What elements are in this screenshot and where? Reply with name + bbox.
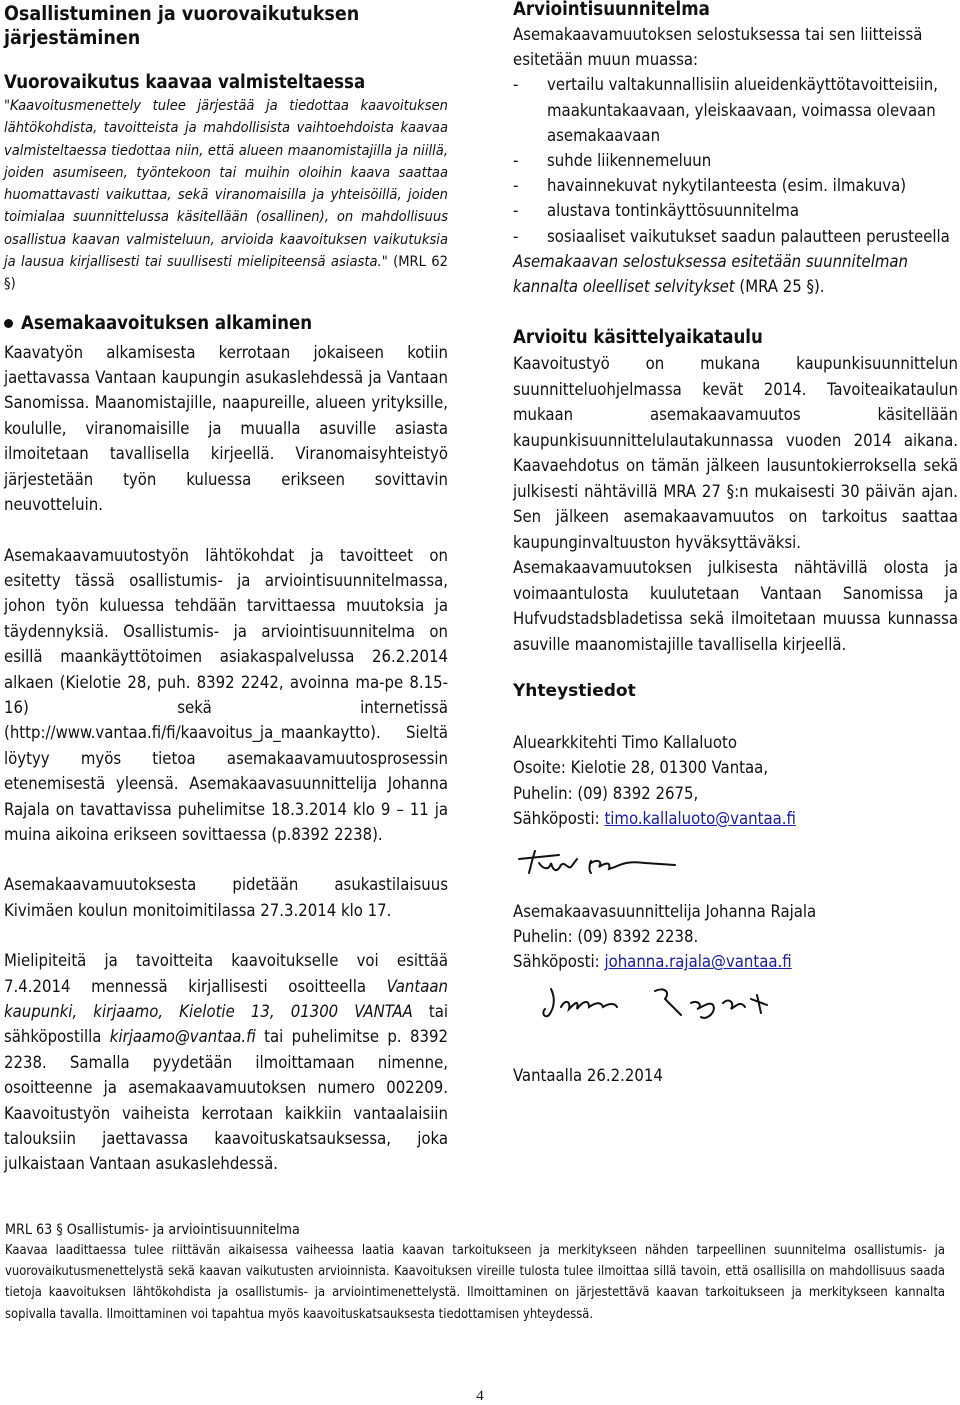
right-column [513, 0, 958, 1088]
list-item: - havainnekuvat nykytilanteesta (esim. ilmakuva) [513, 173, 958, 198]
contact-2-email-row [513, 949, 958, 974]
law-quote-ref: (MRL 62 §) [4, 253, 448, 293]
footer-heading [5, 1220, 945, 1240]
contact-2-email-label: Sähköposti: [513, 952, 605, 972]
mielipiteet-text-a: Mielipiteitä ja tavoitteita kaavoitukselle voi esittää 7.4.2014 mennessä kirjallisesti osoitteella [4, 951, 448, 996]
selvitykset-ref: (MRA 25 §). [734, 277, 825, 297]
arviointi-list [513, 72, 958, 248]
page-number: 4 [476, 1388, 484, 1404]
subheading-alkaminen [4, 312, 448, 336]
paragraph-mielipiteet [4, 948, 448, 1177]
contacts-title: Yhteystiedot [513, 681, 636, 702]
section-title: Osallistuminen ja vuorovaikutuksen järjestäminen [4, 2, 360, 49]
signature-johanna-rajala [531, 977, 851, 1027]
paragraph-lahtokohdat: Asemakaavamuutostyön lähtökohdat ja tavoitteet on esitetty tässä osallistumis- ja arviointisuunnitelmassa, johon työn kuluessa tehdään tarvittaessa muutoksia ja täydennyksiä. Osallistumis- ja arviointisuunnitelma on esillä maankäyttötoimen asiakaspalvelussa 26.2.2014 alkaen (Kielotie 28, puh. 8392 2242, avoinna ma-pe 8.15-16) sekä internetissä (http://www.vantaa.fi/fi/kaavoitus_ja_maankaytto). Sieltä löytyy myös tietoa asemakaavamuutosprosessin etenemisestä yleensä. Asemakaavasuunnittelija Johanna Rajala on tavattavissa puhelimitse 18.3.2014 klo 9 – 11 ja muina aikoina erikseen sovittaessa (p.8392 2238). [4, 545, 448, 844]
paragraph-asukastilaisuus: Asemakaavamuutoksesta pidetään asukastilaisuus Kivimäen koulun monitoimitilassa 27.3.2014 klo 17. [4, 875, 448, 920]
footer-law-note [5, 1220, 945, 1325]
footer-heading-title: Osallistumis- ja arviointisuunnitelma [66, 1222, 300, 1238]
mielipiteet-text-c: tai puhelimitse p. 8392 2238. Samalla pyydetään ilmoittamaan nimenne, osoitteenne ja asemakaavamuutoksen numero 002209. Kaavoitustyön vaiheista kerrotaan kaikkiin vantaalaisiin talouksiin jaettavassa kaavoituskatsauksessa, joka julkaistaan Vantaan asukaslehdessä. [4, 1027, 448, 1174]
contact-2-name: Asemakaavasuunnittelija Johanna Rajala [513, 902, 817, 922]
signature-timo-kallaluoto [505, 841, 705, 881]
arviointisuunnitelma-title: Arviointisuunnitelma [513, 0, 710, 20]
left-column [4, 0, 448, 1177]
bullet-icon [4, 319, 13, 328]
contact-1-name: Aluearkkitehti Timo Kallaluoto [513, 733, 737, 753]
place-date: Vantaalla 26.2.2014 [513, 1065, 663, 1085]
list-item: - vertailu valtakunnallisiin alueidenkäyttötavoitteisiin, maakuntakaavaan, yleiskaavaan, voimassa olevaan asemakaavaan [513, 72, 958, 148]
contact-2-email-link[interactable]: johanna.rajala@vantaa.fi [604, 952, 792, 972]
schedule-paragraph-1: Kaavoitustyö on mukana kaupunkisuunnittelun suunnitteluohjelmassa kevät 2014. Tavoiteaikataulun mukaan asemakaavamuutos käsitellään kaupunkisuunnittelulautakunnassa vuoden 2014 aikana. Kaavaehdotus on tämän jälkeen lausuntokierroksella sekä julkisesti nähtävillä MRA 27 §:n mukaisesti 30 päivän ajan. Sen jälkeen asemakaavamuutos on tarkoitus saattaa kaupunginvaltuuston hyväksyttäväksi. [513, 354, 958, 552]
footer-text: Kaavaa laadittaessa tulee riittävän aikaisessa vaiheessa laatia kaavan tarkoitukseen ja merkitykseen nähden tarpeellinen suunnitelma osallistumis- ja vuorovaikutusmenettelystä sekä kaavan vaikutusten arvioinnista. Kaavoituksen vireille tulosta tulee ilmoittaa sillä tavoin, että osallisilla on mahdollisuus saada tietoja kaavoituksen lähtökohdista ja osallistumis- ja arviointimenettelystä. Ilmoittaminen on järjestettävä kaavan tarkoitukseen ja merkitykseen kannalta sopivalla tavalla. Ilmoittaminen voi tapahtua myös kaavoituskatsauksesta tiedottamisen yhteydessä. [5, 1243, 945, 1322]
selvitykset-text: Asemakaavan selostuksessa esitetään suunnitelman kannalta oleelliset selvitykset [513, 251, 909, 297]
contact-2-phone: Puhelin: (09) 8392 2238. [513, 927, 699, 947]
list-item: - suhde liikennemeluun [513, 148, 958, 173]
schedule-title: Arvioitu käsittelyaikataulu [513, 327, 763, 349]
list-item: - sosiaaliset vaikutukset saadun palautteen perusteella [513, 224, 958, 249]
mielipiteet-text-b: tai sähköpostilla [4, 1002, 448, 1047]
kirjaamo-email: kirjaamo@vantaa.fi [109, 1027, 256, 1047]
selvitykset-paragraph [513, 249, 958, 299]
subheading-alkaminen-text: Asemakaavoituksen alkaminen [21, 312, 313, 334]
kirjaamo-address: Vantaan kaupunki, kirjaamo, Kielotie 13, 01300 VANTAA [4, 976, 448, 1022]
list-item: - alustava tontinkäyttösuunnitelma [513, 198, 958, 223]
schedule-paragraph-2: Asemakaavamuutoksen julkisesta nähtävillä olosta ja voimaantulosta kuulutetaan Vantaan Sanomissa ja Hufvudstadsbladetissa sekä ilmoitetaan muussa kunnassa asuville maanomistajille tavallisella kirjeellä. [513, 558, 958, 654]
contact-1-email-row [513, 806, 958, 831]
footer-heading-ref: MRL 63 § [5, 1222, 63, 1238]
contact-1-email-link[interactable]: timo.kallaluoto@vantaa.fi [604, 808, 796, 828]
contact-1-email-label: Sähköposti: [513, 808, 605, 828]
law-quote-text: "Kaavoitusmenettely tulee järjestää ja tiedottaa kaavoituksen lähtökohdista, tavoitteista ja mahdollisista vaihtoehdoista kaavaa valmisteltaessa tiedottaa niin, että alueen maanomistajilla ja niillä, joiden asumiseen, työntekoon tai muihin oloihin kaava saattaa huomattavasti vaikuttaa, sekä viranomaisilla ja yhteisöillä, joiden toimialaa suunnittelussa käsitellään (osallinen), on mahdollisuus osallistua kaavan valmisteluun, arvioida kaavoituksen vaikutuksia ja lausua kirjallisesti tai suullisesti mielipiteensä asiasta." [4, 97, 448, 271]
arviointi-intro: Asemakaavamuutoksen selostuksessa tai sen liitteissä esitetään muun muassa: [513, 25, 923, 70]
contact-1-address: Osoite: Kielotie 28, 01300 Vantaa, [513, 758, 769, 778]
paragraph-alkaminen: Kaavatyön alkamisesta kerrotaan jokaiseen kotiin jaettavassa Vantaan kaupungin asukaslehdessä ja Vantaan Sanomissa. Maanomistajille, naapureille, alueen yrityksille, koululle, viranomaisille ja muualla asuville asiasta ilmoitetaan tavallisella kirjeellä. Viranomaisyhteistyö järjestetään työn kuluessa erikseen sovittavin neuvotteluin. [4, 342, 448, 515]
subheading-vuorovaikutus: Vuorovaikutus kaavaa valmisteltaessa [4, 72, 366, 93]
law-quote [4, 95, 448, 296]
contact-1-phone: Puhelin: (09) 8392 2675, [513, 783, 699, 803]
